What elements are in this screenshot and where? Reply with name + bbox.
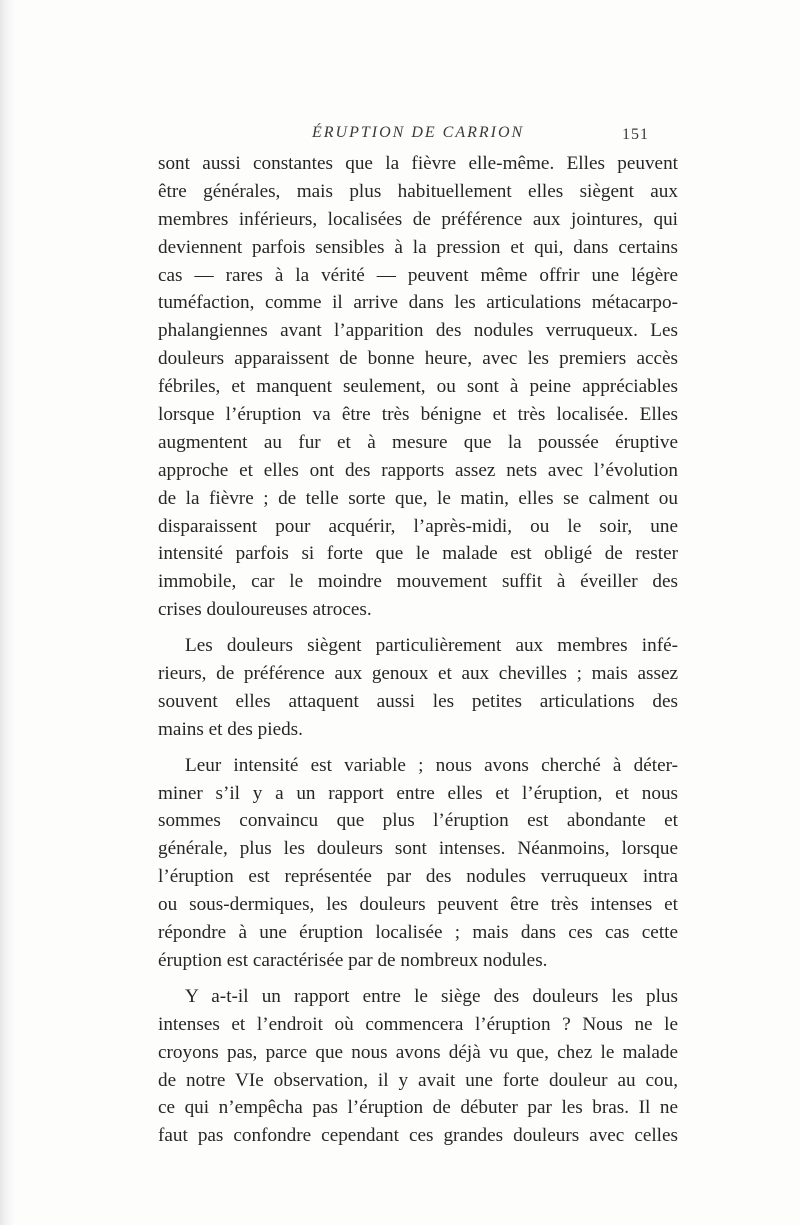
paragraph (158, 632, 678, 744)
text-line: immobile, car le moindre mouvement suffit à éveiller des (158, 571, 678, 593)
text-line: l’éruption est représentée par des nodules verruqueux intra (158, 866, 678, 888)
text-line: être générales, mais plus habituellement elles siègent aux (158, 180, 678, 202)
text-line: Les douleurs siègent particulièrement aux membres infé- (185, 635, 678, 657)
text-line: mains et des pieds. (158, 718, 303, 740)
text-line: souvent elles attaquent aussi les petites articulations des (158, 690, 678, 712)
text-line: tuméfaction, comme il arrive dans les articulations métacarpo- (158, 292, 678, 314)
text-line: de notre VIe observation, il y avait une forte douleur au cou, (158, 1069, 678, 1091)
page-number: 151 (622, 126, 649, 143)
text-line: intensité parfois si forte que le malade est obligé de rester (158, 543, 678, 565)
text-line: croyons pas, parce que nous avons déjà vu que, chez le malade (158, 1041, 678, 1063)
text-line: lorsque l’éruption va être très bénigne et très localisée. Elles (158, 404, 678, 426)
text-line: sommes convaincu que plus l’éruption est abondante et (158, 810, 678, 832)
text-line: fébriles, et manquent seulement, ou sont à peine appréciables (158, 376, 678, 398)
text-line: douleurs apparaissent de bonne heure, avec les premiers accès (158, 348, 678, 370)
text-line: phalangiennes avant l’apparition des nodules verruqueux. Les (158, 320, 678, 342)
text-line: augmentent au fur et à mesure que la poussée éruptive (158, 431, 678, 453)
running-head (0, 124, 800, 148)
text-line: intenses et l’endroit où commencera l’éruption ? Nous ne le (158, 1013, 678, 1035)
text-line: disparaissent pour acquérir, l’après-midi, ou le soir, une (158, 515, 678, 537)
text-line: crises douloureuses atroces. (158, 599, 372, 621)
text-line: cas — rares à la vérité — peuvent même offrir une légère (158, 264, 678, 286)
text-line: ce qui n’empêcha pas l’éruption de débuter par les bras. Il ne (158, 1097, 678, 1119)
text-line: sont aussi constantes que la fièvre elle-même. Elles peuvent (158, 153, 678, 174)
text-line: de la fièvre ; de telle sorte que, le matin, elles se calment ou (158, 487, 678, 509)
text-line: générale, plus les douleurs sont intenses. Néanmoins, lorsque (158, 838, 678, 860)
paragraph (158, 752, 678, 975)
text-line: approche et elles ont des rapports assez nets avec l’évolution (158, 459, 678, 481)
paragraph (158, 150, 678, 624)
text-line: Leur intensité est variable ; nous avons cherché à déter- (185, 754, 678, 776)
text-line: ou sous-dermiques, les douleurs peuvent être très intenses et (158, 894, 678, 916)
text-line: deviennent parfois sensibles à la pression et qui, dans certains (158, 236, 678, 258)
text-line: éruption est caractérisée par de nombreux nodules. (158, 949, 548, 971)
text-line: Y a-t-il un rapport entre le siège des douleurs les plus (185, 985, 678, 1007)
text-line: membres inférieurs, localisées de préférence aux jointures, qui (158, 208, 678, 230)
page-gutter-shadow (0, 0, 14, 1225)
text-line: faut pas confondre cependant ces grandes douleurs avec celles (158, 1125, 678, 1147)
text-line: répondre à une éruption localisée ; mais dans ces cas cette (158, 922, 678, 944)
text-line: rieurs, de préférence aux genoux et aux chevilles ; mais assez (158, 663, 678, 685)
running-head-title: ÉRUPTION DE CARRION (312, 124, 525, 141)
paragraph (158, 983, 678, 1150)
text-line: miner s’il y a un rapport entre elles et l’éruption, et nous (158, 782, 678, 804)
body-text (158, 150, 678, 1158)
